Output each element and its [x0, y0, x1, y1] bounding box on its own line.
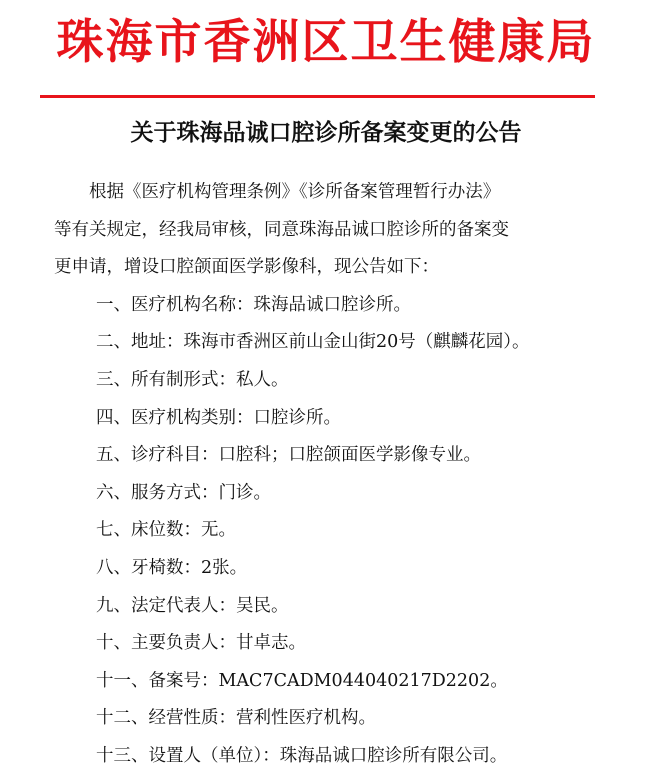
issuer-masthead: 珠海市香洲区卫生健康局	[56, 15, 596, 70]
item-departments: 五、诊疗科目：口腔科；口腔颌面医学影像专业。	[96, 445, 481, 466]
notice-body	[54, 174, 594, 776]
item-dental-chairs: 八、牙椅数：2张。	[96, 557, 248, 578]
intro-line: 等有关规定，经我局审核，同意珠海品诚口腔诊所的备案变	[54, 219, 509, 240]
item-service-mode: 六、服务方式：门诊。	[96, 482, 271, 503]
masthead-rule	[40, 95, 595, 98]
item-principal: 十、主要负责人：甘卓志。	[96, 633, 306, 654]
item-legal-representative: 九、法定代表人：吴民。	[96, 595, 289, 616]
item-filing-number: 十一、备案号：MAC7CADM044040217D2202。	[96, 670, 508, 691]
notice-title: 关于珠海品诚口腔诊所备案变更的公告	[130, 119, 522, 146]
item-beds: 七、床位数：无。	[96, 520, 236, 541]
item-institution-name: 一、医疗机构名称：珠海品诚口腔诊所。	[96, 294, 411, 315]
item-business-nature: 十二、经营性质：营利性医疗机构。	[96, 708, 376, 729]
intro-line: 根据《医疗机构管理条例》《诊所备案管理暂行办法》	[89, 182, 501, 202]
item-category: 四、医疗机构类别：口腔诊所。	[96, 407, 341, 428]
intro-line: 更申请，增设口腔颌面医学影像科，现公告如下：	[54, 257, 439, 278]
item-ownership: 三、所有制形式：私人。	[96, 369, 289, 390]
intro-paragraph	[54, 174, 594, 287]
item-address: 二、地址：珠海市香洲区前山金山街20号（麒麟花园）。	[96, 332, 530, 353]
item-establisher: 十三、设置人（单位）：珠海品诚口腔诊所有限公司。	[96, 745, 508, 766]
